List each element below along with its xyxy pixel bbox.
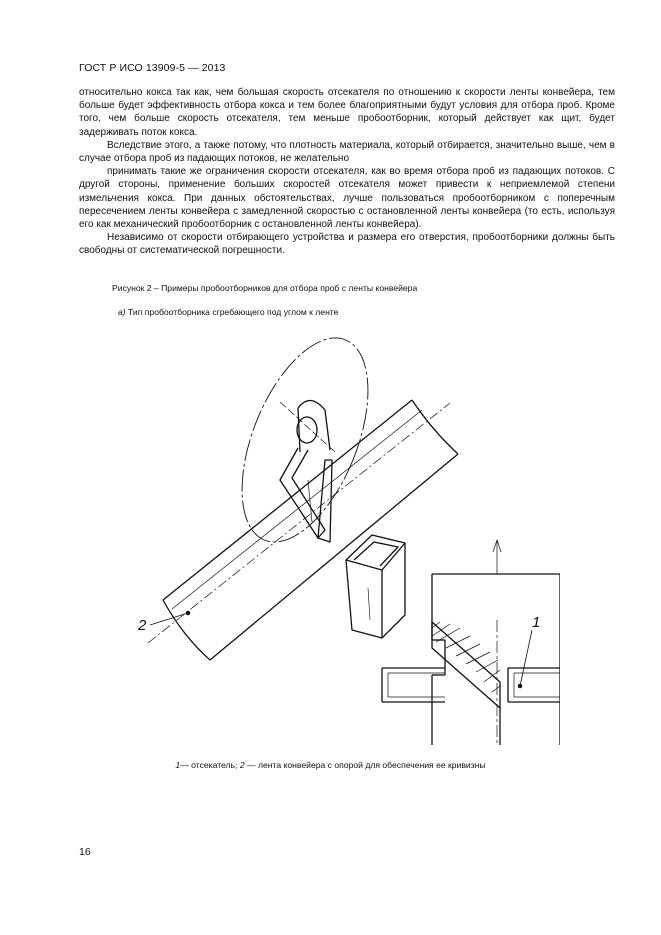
legend-text-1: — отсекатель; xyxy=(180,760,240,770)
cutter-path-circle xyxy=(216,330,393,560)
paragraph-1: относительно кокса так как, чем большая скорость отсекателя по отношению к скорости ленты конвейера, тем больше будет эффективность отбора кокса и тем более благоприятными будут условия для отбора проб. Кроме того, чем больше скорость отсекателя, тем меньше пробоотборник, который действует как щит, будет задерживать поток кокса. xyxy=(79,87,615,138)
page-number: 16 xyxy=(79,846,91,858)
subcaption-letter: а) xyxy=(118,307,126,317)
sampler-drawing xyxy=(120,330,560,745)
figure-caption: Рисунок 2 – Примеры пробоотборников для отбора проб с ленты конвейера xyxy=(112,283,418,293)
conveyor-belt xyxy=(148,400,458,660)
paragraph-4: Независимо от скорости отбирающего устройства и размера его отверстия, пробоотборники должны быть свободны от систематической погрешности. xyxy=(79,232,615,257)
figure-subcaption xyxy=(118,307,338,317)
legend-number-1: 1 xyxy=(175,760,181,770)
section-view xyxy=(382,540,560,745)
label-1: 1 xyxy=(532,614,541,631)
hopper xyxy=(346,535,405,638)
paragraph-3: принимать такие же ограничения скорости отсекателя, как во время отбора проб из падающих потоков. С другой стороны, применение больших скоростей отсекателя может привести к неприемлемой степени измельчения кокса. При данных обстоятельствах, лучше пользоваться пробоотборником с поперечным пересечением ленты конвейера с замедленной скоростью с остановленной ленты конвейера (то есть, используя его как механический пробоотборник с остановленной ленты конвейера). xyxy=(79,166,615,231)
document-header: ГОСТ Р ИСО 13909-5 — 2013 xyxy=(79,62,226,74)
label-2: 2 xyxy=(138,617,147,634)
figure-legend xyxy=(0,760,661,770)
legend-text-2: — лента конвейера с опорой для обеспечения ее кривизны xyxy=(244,760,486,770)
figure-drawing xyxy=(120,330,560,750)
body-text xyxy=(79,86,615,258)
subcaption-text: Тип пробоотборника сгребающего под углом к ленте xyxy=(125,307,339,317)
legend-number-2: 2 xyxy=(239,760,245,770)
paragraph-2: Вследствие этого, а также потому, что плотность материала, который отбирается, значительно выше, чем в случае отбора проб из падающих потоков, не желательно xyxy=(79,139,615,165)
